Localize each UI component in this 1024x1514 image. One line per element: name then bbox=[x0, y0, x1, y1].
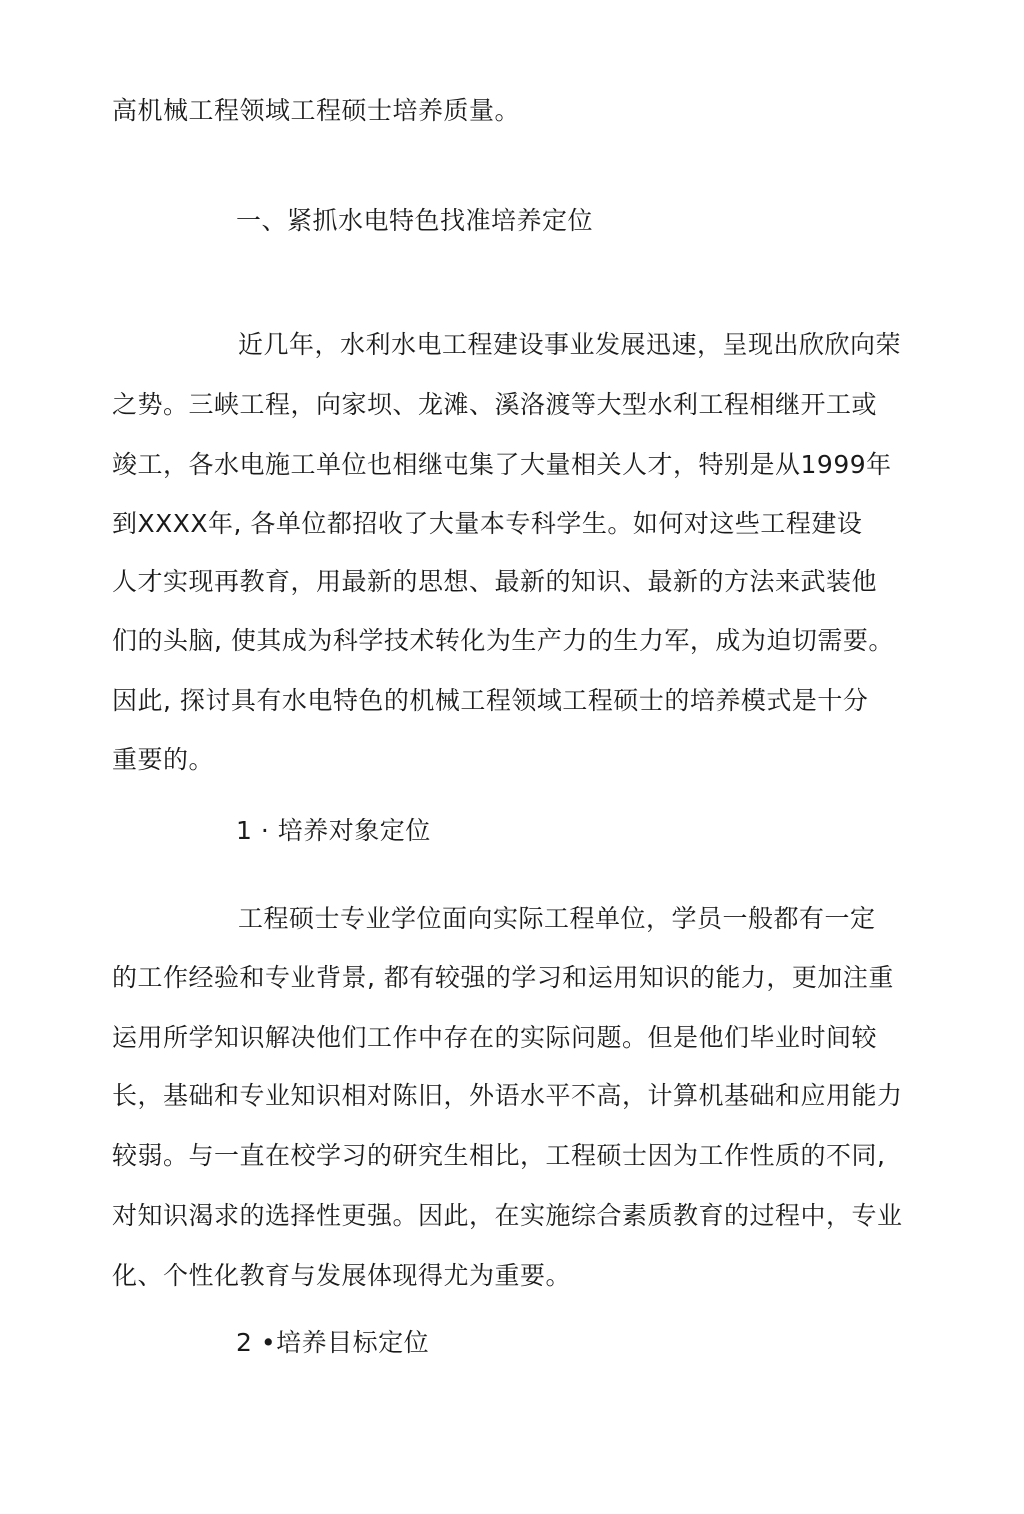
paragraph-line: 运用所学知识解决他们工作中存在的实际问题。但是他们毕业时间较 bbox=[112, 1023, 878, 1052]
paragraph-line: 人才实现再教育，用最新的思想、最新的知识、最新的方法来武装他 bbox=[112, 567, 878, 596]
paragraph-line: 因此, 探讨具有水电特色的机械工程领域工程硕士的培养模式是十分 bbox=[112, 686, 869, 715]
section-heading: 一、紧抓水电特色找准培养定位 bbox=[236, 206, 594, 235]
paragraph-line: 化、个性化教育与发展体现得尤为重要。 bbox=[112, 1261, 572, 1290]
subsection-heading: 1 · 培养对象定位 bbox=[236, 816, 431, 845]
paragraph-line: 对知识渴求的选择性更强。因此，在实施综合素质教育的过程中，专业 bbox=[112, 1201, 903, 1230]
paragraph-line: 工程硕士专业学位面向实际工程单位，学员一般都有一定 bbox=[238, 904, 876, 933]
paragraph-line: 之势。三峡工程，向家坝、龙滩、溪洛渡等大型水利工程相继开工或 bbox=[112, 390, 878, 419]
subsection-heading: 2 •培养目标定位 bbox=[236, 1328, 430, 1357]
paragraph-line: 近几年，水利水电工程建设事业发展迅速，呈现出欣欣向荣 bbox=[238, 330, 902, 359]
paragraph-line: 长，基础和专业知识相对陈旧，外语水平不高，计算机基础和应用能力 bbox=[112, 1081, 903, 1110]
paragraph-line: 到XXXX年, 各单位都招收了大量本专科学生。如何对这些工程建设 bbox=[112, 509, 863, 538]
paragraph-line: 较弱。与一直在校学习的研究生相比，工程硕士因为工作性质的不同, bbox=[112, 1141, 886, 1170]
paragraph-line: 高机械工程领域工程硕士培养质量。 bbox=[112, 96, 521, 125]
paragraph-line: 重要的。 bbox=[112, 745, 215, 774]
paragraph-line: 们的头脑, 使其成为科学技术转化为生产力的生力军，成为迫切需要。 bbox=[112, 626, 894, 655]
paragraph-line: 竣工，各水电施工单位也相继屯集了大量相关人才，特别是从1999年 bbox=[112, 450, 892, 479]
paragraph-line: 的工作经验和专业背景, 都有较强的学习和运用知识的能力，更加注重 bbox=[112, 963, 894, 992]
